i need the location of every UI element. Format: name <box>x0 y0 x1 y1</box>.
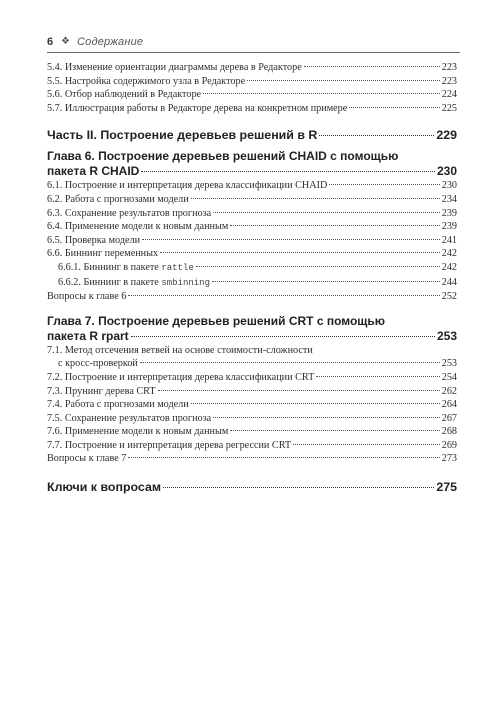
toc-subentry-prefix: 6.6.1. Биннинг в пакете <box>58 261 162 273</box>
dot-leader <box>163 487 434 488</box>
dot-leader <box>196 266 440 267</box>
dot-leader <box>142 239 440 240</box>
toc-entry-title: 7.4. Работа с прогнозами модели <box>47 399 189 411</box>
dot-leader <box>304 66 440 67</box>
toc-entry[interactable] <box>47 179 457 193</box>
toc-entry-page: 273 <box>441 453 457 465</box>
toc-entry-page: 223 <box>441 62 457 73</box>
dot-leader <box>213 212 440 213</box>
page-number: 6 <box>47 36 54 48</box>
toc-chapter-page: 253 <box>436 328 457 343</box>
toc-chapter-title: Глава 7. Построение деревьев решений CRT с помощью <box>47 313 386 328</box>
toc-entry-page: 264 <box>441 399 457 411</box>
toc-entry-page: 253 <box>441 358 457 370</box>
toc-part-page: 229 <box>436 128 457 143</box>
toc-part-title: Часть II. Построение деревьев решений в R <box>47 128 318 143</box>
toc-entry-page: 269 <box>441 439 457 451</box>
toc-chapter[interactable] <box>47 149 457 179</box>
toc-entry-page: 225 <box>441 102 457 114</box>
toc-chapter-title: Глава 6. Построение деревьев решений CHAID с помощью <box>47 149 399 164</box>
toc-entry-title: Вопросы к главе 6 <box>47 291 127 303</box>
toc-entry-page: 267 <box>441 412 457 424</box>
toc-entry-page: 239 <box>441 207 457 219</box>
toc-part-title: Ключи к вопросам <box>47 480 162 495</box>
toc-subentry-title <box>58 261 194 276</box>
toc-entry-title: 7.5. Сохранение результатов прогноза <box>47 412 212 424</box>
toc-entry-title: 7.7. Построение и интерпретация дерева регрессии CRT <box>47 439 292 451</box>
running-header <box>47 36 457 52</box>
toc-entry[interactable] <box>47 193 457 207</box>
toc-part[interactable] <box>47 127 457 143</box>
toc-entry[interactable] <box>47 371 457 385</box>
dot-leader <box>329 184 439 185</box>
dot-leader <box>160 252 440 253</box>
toc-entry[interactable] <box>47 439 457 453</box>
toc-entry[interactable] <box>47 88 457 102</box>
toc-entry-title: 7.3. Прунинг дерева CRT <box>47 385 156 397</box>
toc-entry-page: 241 <box>441 234 457 246</box>
toc-subentry[interactable] <box>47 276 457 291</box>
toc-entry[interactable] <box>47 412 457 426</box>
toc-entry[interactable] <box>47 220 457 234</box>
toc-entry-title: 7.1. Метод отсечения ветвей на основе стоимости-сложности <box>47 344 313 356</box>
toc-entry[interactable] <box>47 247 457 261</box>
toc-subentry[interactable] <box>47 261 457 276</box>
toc-entry-title: 6.4. Применение модели к новым данным <box>47 221 229 233</box>
dot-leader <box>131 336 435 337</box>
dot-leader <box>212 281 440 282</box>
toc-entry-title: 7.6. Применение модели к новым данным <box>47 426 229 438</box>
toc-entry-page: 242 <box>441 248 457 260</box>
dot-leader <box>247 80 440 81</box>
dot-leader <box>319 135 434 136</box>
dot-leader <box>158 390 440 391</box>
toc-entry-title: 5.5. Настройка содержимого узла в Редакторе <box>47 75 246 87</box>
toc-entry-title: 5.7. Иллюстрация работы в Редакторе дерева на конкретном примере <box>47 102 348 114</box>
toc-entry-page: 239 <box>441 221 457 233</box>
toc-entry[interactable] <box>47 398 457 412</box>
toc-chapter[interactable] <box>47 314 457 344</box>
toc-entry-page: 224 <box>441 89 457 101</box>
toc-entry-page: 234 <box>441 193 457 205</box>
toc-entry[interactable] <box>47 290 457 304</box>
package-name: smbinning <box>161 277 210 288</box>
toc-entry-page: 262 <box>441 385 457 397</box>
dot-leader <box>213 417 440 418</box>
dot-leader <box>230 430 439 431</box>
toc-entry-page: 244 <box>441 276 457 288</box>
toc-entry-title: 5.6. Отбор наблюдений в Редакторе <box>47 89 202 101</box>
toc-entry-page: 268 <box>441 426 457 438</box>
toc-entry-page: 254 <box>441 371 457 383</box>
toc-entry-page: 242 <box>441 261 457 273</box>
toc-part-page: 275 <box>436 480 457 495</box>
toc-entry-title: 6.5. Проверка модели <box>47 234 141 246</box>
toc-entry-title: 6.2. Работа с прогнозами модели <box>47 193 189 205</box>
table-of-contents <box>47 61 457 495</box>
toc-entry-title: Вопросы к главе 7 <box>47 453 127 465</box>
header-divider <box>47 52 460 53</box>
toc-entry[interactable] <box>47 102 457 116</box>
toc-entry[interactable] <box>47 385 457 399</box>
toc-entry[interactable] <box>47 61 457 75</box>
toc-entry-page: 223 <box>441 75 457 87</box>
toc-entry[interactable] <box>47 344 457 371</box>
toc-entry[interactable] <box>47 75 457 89</box>
dot-leader <box>349 107 439 108</box>
section-title: Содержание <box>77 36 144 48</box>
dot-leader <box>128 457 439 458</box>
toc-entry-title: 6.1. Построение и интерпретация дерева классификации CHAID <box>47 180 328 192</box>
toc-subentry-prefix: 6.6.2. Биннинг в пакете <box>58 276 162 288</box>
dot-leader <box>293 444 440 445</box>
toc-subentry-title <box>58 276 210 291</box>
dot-leader <box>141 171 435 172</box>
toc-entry-title: 5.4. Изменение ориентации диаграммы дерева в Редакторе <box>47 62 302 73</box>
toc-entry[interactable] <box>47 452 457 466</box>
toc-entry-page: 252 <box>441 291 457 303</box>
toc-entry-title: 6.3. Сохранение результатов прогноза <box>47 207 212 219</box>
dot-leader <box>203 93 440 94</box>
package-name: rattle <box>161 262 194 273</box>
toc-entry-title: 6.6. Биннинг переменных <box>47 248 159 260</box>
toc-entry-title: 7.2. Построение и интерпретация дерева классификации CRT <box>47 371 315 383</box>
toc-entry[interactable] <box>47 425 457 439</box>
toc-entry-page: 230 <box>441 180 457 192</box>
dot-leader <box>128 295 439 296</box>
toc-chapter-title-cont: пакета R CHAID <box>47 164 140 179</box>
dot-leader <box>191 403 440 404</box>
toc-entry[interactable] <box>47 207 457 221</box>
dot-leader <box>191 198 440 199</box>
ornament-icon: ❖ <box>61 36 70 47</box>
dot-leader <box>316 376 439 377</box>
dot-leader <box>230 225 439 226</box>
dot-leader <box>140 362 440 363</box>
toc-part[interactable] <box>47 479 457 495</box>
toc-entry-title-cont: с кросс-проверкой <box>58 358 138 370</box>
toc-chapter-title-cont: пакета R rpart <box>47 328 129 343</box>
toc-entry[interactable] <box>47 234 457 248</box>
toc-chapter-page: 230 <box>436 164 457 179</box>
